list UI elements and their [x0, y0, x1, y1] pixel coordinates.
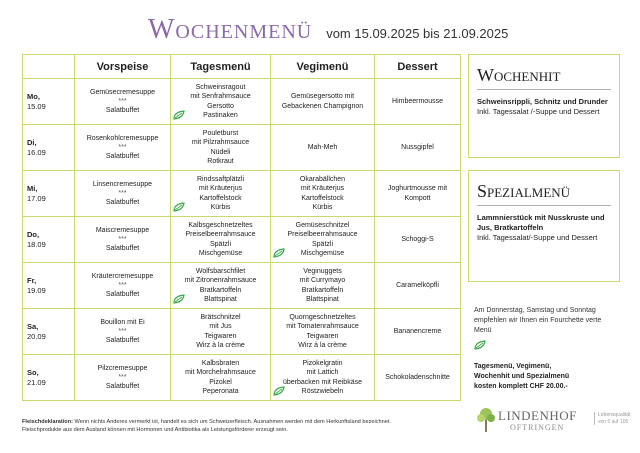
vegimenu-cell-line: Veginuggets [303, 268, 342, 276]
spezialmenu-dish-line1: Lammnierstück mit Nusskruste und [477, 213, 605, 222]
tagesmenu-cell-line: mit Pilzrahmsauce [191, 139, 250, 147]
table-header-row [23, 55, 461, 79]
vegimenu-cell-line: Bratkartoffeln [301, 286, 344, 294]
table-row [23, 217, 461, 263]
logo-place: OFTRINGEN [510, 423, 565, 432]
starter-cell-line: Linsencremesuppe [92, 180, 153, 188]
fourchette-line1: Am Donnerstag, Samstag und Sonntag [474, 307, 596, 314]
vegimenu-cell-line: Kartoffelstock [301, 194, 344, 202]
meat-declaration-label: Fleischdeklaration: [22, 419, 73, 425]
spezialmenu-dish-line2: Jus, Bratkartoffeln [477, 223, 544, 232]
starter-cell-line: Salatbuffet [105, 337, 140, 345]
wochenhit-dish: Schweinsrippli, Schnitz und Drunder [477, 97, 608, 106]
tagesmenu-cell-line: mit Morchelrahmsauce [185, 369, 256, 377]
wochenhit-box [468, 54, 620, 158]
meat-declaration [22, 419, 452, 434]
dessert-cell: Himbeermousse [375, 79, 461, 125]
table-row [23, 125, 461, 171]
column-header-vegimenu: Vegimenü [271, 55, 375, 79]
vegimenu-cell-line: Spätzli [311, 240, 333, 248]
wochenhit-note: Inkl. Tagessalat /-Suppe und Dessert [477, 107, 600, 116]
tagesmenu-cell-line: mit Kräuterjus [198, 185, 243, 193]
vegimenu-cell [271, 125, 375, 171]
starter-cell-line: *** [118, 373, 127, 381]
meat-declaration-line1: Wenn nichts Anderes vermerkt ist, handelt es sich um Schweizerfleisch. Ausnahmen werden mit dem Herkunftsland bezeichnet. [74, 419, 391, 425]
fourchette-verte-leaf-icon [273, 248, 285, 258]
vegimenu-cell-line: Mischgemüse [300, 249, 345, 257]
starter-cell [75, 125, 171, 171]
vegimenu-cell-line: Gemüseschnitzel [295, 222, 350, 230]
starter-cell-line: Salatbuffet [105, 245, 140, 253]
tagesmenu-cell [171, 79, 271, 125]
table-row [23, 171, 461, 217]
vegimenu-cell-line: Kürbis [312, 203, 333, 211]
vegimenu-cell-line: Gebackenen Champignon [281, 102, 364, 110]
lindenhof-logo [476, 406, 631, 438]
day-date: 20.09 [27, 331, 46, 341]
tagesmenu-cell-line: mit Jus [209, 323, 232, 331]
starter-cell-line: *** [118, 143, 127, 151]
starter-cell-line: Pilzcremesuppe [97, 364, 148, 372]
logo-tagline [594, 412, 631, 425]
page-title: Wochenmenü [148, 14, 313, 45]
vegimenu-cell-line: mit Lattich [306, 369, 339, 377]
day-name: Di, [27, 137, 37, 147]
vegimenu-cell-line: Mah-Meh [307, 143, 338, 151]
starter-cell-line: Salatbuffet [105, 153, 140, 161]
price-info [474, 362, 569, 392]
day-date: 21.09 [27, 377, 46, 387]
tagesmenu-cell-line: Kalbsbraten [201, 360, 240, 368]
starter-cell-line: Rosenkohlcremesuppe [86, 134, 159, 142]
table-row [23, 79, 461, 125]
tagesmenu-cell-line: mit Senfrahmsauce [190, 93, 251, 101]
day-date: 16.09 [27, 147, 46, 157]
starter-cell [75, 355, 171, 401]
starter-cell [75, 79, 171, 125]
fourchette-line2: empfehlen wir Ihnen ein Fourchette verte [474, 317, 602, 325]
vegimenu-cell [271, 263, 375, 309]
column-header-starter: Vorspeise [75, 55, 171, 79]
day-cell [23, 217, 75, 263]
price-line1: Tagesmenü, Vegimenü, [474, 363, 552, 370]
price-line3: kosten komplett CHF 20.00.- [474, 383, 568, 391]
tagesmenu-cell-line: Nüdeli [210, 148, 231, 156]
logo-name: LINDENHOF [498, 408, 577, 423]
fourchette-verte-leaf-icon [273, 386, 285, 396]
table-row [23, 263, 461, 309]
tagesmenu-cell [171, 217, 271, 263]
tagesmenu-cell-line: Rotkraut [207, 157, 234, 165]
spezialmenu-title: Spezialmenü [477, 181, 571, 201]
day-date: 17.09 [27, 193, 46, 203]
tagesmenu-cell-line: Gersotto [207, 102, 234, 110]
day-name: So, [27, 367, 39, 377]
vegimenu-cell-line: Gemüsegersotto mit [290, 93, 355, 101]
starter-cell-line: Salatbuffet [105, 383, 140, 391]
dessert-cell: Bananencreme [375, 309, 461, 355]
starter-cell-line: Kräutercremesuppe [91, 272, 154, 280]
dessert-cell: Schoggi-S [375, 217, 461, 263]
fourchette-leaf-icon [474, 340, 486, 350]
starter-cell-line: *** [118, 327, 127, 335]
tagesmenu-cell-line: Bratkartoffeln [199, 286, 242, 294]
day-name: Mo, [27, 91, 40, 101]
day-date: 19.09 [27, 285, 46, 295]
table-row [23, 355, 461, 401]
column-header-tagesmenu: Tagesmenü [171, 55, 271, 79]
menu-table [22, 54, 461, 401]
tagesmenu-cell [171, 125, 271, 171]
dessert-cell: Nussgipfel [375, 125, 461, 171]
starter-cell [75, 217, 171, 263]
day-name: Fr, [27, 275, 37, 285]
tagesmenu-cell [171, 171, 271, 217]
page-header [148, 14, 508, 46]
day-date: 15.09 [27, 101, 46, 111]
starter-cell-line: Gemüsecremesuppe [90, 88, 155, 96]
day-date: 18.09 [27, 239, 46, 249]
tagesmenu-cell-line: Teigwaren [204, 332, 237, 340]
tagesmenu-cell-line: Kartoffelstock [199, 194, 242, 202]
logo-tagline-line2: von 0 auf 100 [598, 418, 629, 425]
tagesmenu-cell-line: Preiselbeerrahmsauce [185, 231, 256, 239]
wochenhit-title: Wochenhit [477, 65, 561, 85]
spezialmenu-note: Inkl. Tagessalat/-Suppe und Dessert [477, 233, 598, 242]
tagesmenu-cell [171, 355, 271, 401]
tagesmenu-cell-line: mit Zitronenrahmsauce [184, 277, 257, 285]
day-cell [23, 171, 75, 217]
starter-cell-line: Salatbuffet [105, 199, 140, 207]
vegimenu-cell-line: mit Tomatenrahmsauce [286, 323, 359, 331]
vegimenu-cell-line: Pizokelgratin [302, 360, 343, 368]
spezialmenu-box [468, 170, 620, 282]
price-line2: Wochenhit und Spezialmenü [474, 373, 570, 381]
tagesmenu-cell-line: Schweinsragout [195, 84, 246, 92]
starter-cell-line: *** [118, 97, 127, 105]
tagesmenu-cell-line: Spätzli [209, 240, 231, 248]
day-name: Sa, [27, 321, 39, 331]
vegimenu-cell-line: Wirz à la crème [298, 341, 347, 349]
day-cell [23, 355, 75, 401]
vegimenu-cell [271, 79, 375, 125]
column-header-day [23, 55, 75, 79]
vegimenu-cell [271, 309, 375, 355]
tagesmenu-cell-line: Wirz à la crème [196, 341, 245, 349]
vegimenu-cell-line: mit Kräuterjus [300, 185, 345, 193]
day-cell [23, 79, 75, 125]
day-name: Mi, [27, 183, 38, 193]
table-row [23, 309, 461, 355]
vegimenu-cell-line: Quorngeschnetzeltes [289, 314, 356, 322]
tagesmenu-cell-line: Blattspinat [204, 295, 237, 303]
starter-cell [75, 263, 171, 309]
tree-icon [476, 406, 496, 434]
vegimenu-cell-line: Teigwaren [306, 332, 339, 340]
vegimenu-cell-line: Preiselbeerrahmsauce [287, 231, 358, 239]
starter-cell [75, 309, 171, 355]
vegimenu-cell-line: mit Currymayo [299, 277, 346, 285]
logo-tagline-line1: Lebensqualität [598, 412, 631, 418]
fourchette-verte-leaf-icon [173, 202, 185, 212]
meat-declaration-line2: Fleischprodukte aus dem Ausland können mit Hormonen und Antibiotika als Leistungsförderer erzeugt sein. [22, 426, 288, 433]
vegimenu-cell [271, 217, 375, 263]
starter-cell [75, 171, 171, 217]
vegimenu-cell-line: überbacken mit Reibkäse [283, 378, 362, 386]
starter-cell-line: Salatbuffet [105, 107, 140, 115]
day-cell [23, 309, 75, 355]
dessert-cell: Schokoladenschnitte [375, 355, 461, 401]
fourchette-line3: Menü [474, 327, 492, 335]
starter-cell-line: Salatbuffet [105, 291, 140, 299]
vegimenu-cell-line: Röstzwiebeln [301, 387, 344, 395]
day-name: Do, [27, 229, 40, 239]
tagesmenu-cell-line: Pouletburst [202, 130, 239, 138]
day-cell [23, 263, 75, 309]
day-cell [23, 125, 75, 171]
tagesmenu-cell-line: Rindssaftplätzli [196, 176, 245, 184]
tagesmenu-cell-line: Kürbis [210, 203, 231, 211]
tagesmenu-cell-line: Pizokel [209, 378, 232, 386]
dessert-cell: Joghurtmousse mit Kompott [375, 171, 461, 217]
vegimenu-cell [271, 355, 375, 401]
starter-cell-line: *** [118, 281, 127, 289]
vegimenu-cell-line: Okarabällchen [299, 176, 346, 184]
tagesmenu-cell-line: Mischgemüse [198, 249, 243, 257]
fourchette-verte-leaf-icon [173, 110, 185, 120]
tagesmenu-cell-line: Kalbsgeschnetzeltes [188, 222, 253, 230]
fourchette-verte-leaf-icon [173, 294, 185, 304]
column-header-dessert: Dessert [375, 55, 461, 79]
fourchette-info [474, 306, 601, 336]
starter-cell-line: Bouillon mit Ei [100, 318, 145, 326]
vegimenu-cell-line: Blattspinat [306, 295, 339, 303]
tagesmenu-cell-line: Peperonata [202, 387, 239, 395]
starter-cell-line: *** [118, 189, 127, 197]
tagesmenu-cell-line: Wolfsbarschfilet [195, 268, 246, 276]
starter-cell-line: *** [118, 235, 127, 243]
date-range: vom 15.09.2025 bis 21.09.2025 [326, 26, 509, 41]
spezialmenu-divider [477, 205, 611, 206]
starter-cell-line: Maiscremesuppe [95, 226, 150, 234]
tagesmenu-cell [171, 309, 271, 355]
wochenhit-divider [477, 89, 611, 90]
vegimenu-cell [271, 171, 375, 217]
tagesmenu-cell-line: Brätschnitzel [200, 314, 241, 322]
tagesmenu-cell-line: Pastinaken [203, 111, 238, 119]
tagesmenu-cell [171, 263, 271, 309]
dessert-cell: Caramelköpfli [375, 263, 461, 309]
